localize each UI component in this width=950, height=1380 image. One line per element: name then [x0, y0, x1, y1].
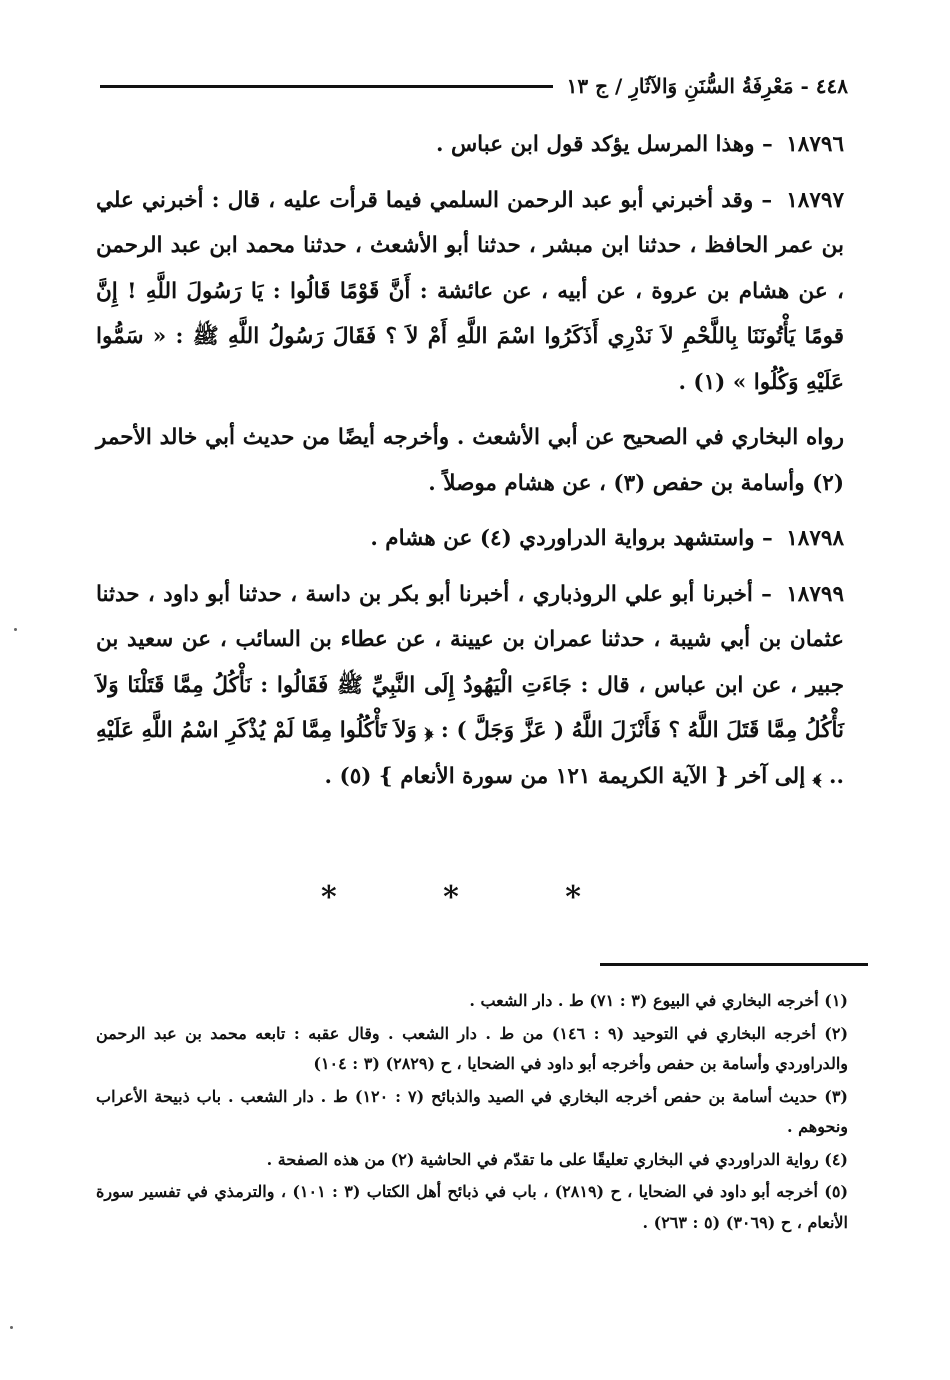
hadith-number: ١٨٧٩٩ [786, 581, 844, 607]
header-title: ٤٤٨ - مَعْرِفَةُ السُّنَنِ وَالآثَارِ / ج ١٣ [566, 74, 848, 98]
paragraph-text: رواه البخاري في الصحيح عن أبي الأشعث . وأخرجه أيضًا من حديث أبي خالد الأحمر (٢) وأسامة بن حفص (٣) ، عن هشام موصلاً . [96, 425, 844, 496]
paragraph-18796 [96, 122, 844, 168]
paragraph-18797 [96, 178, 844, 406]
paragraph-text: – واستشهد برواية الدراوردي (٤) عن هشام . [370, 526, 773, 551]
footnote-4: (٤) رواية الدراوردي في البخاري تعليقًا على ما تقدّم في الحاشية (٢) من هذه الصفحة . [266, 1149, 848, 1169]
footnotes [96, 986, 848, 1240]
paragraph-text: – أخبرنا أبو علي الروذباري ، أخبرنا أبو بكر بن داسة ، حدثنا أبو داود ، حدثنا عثمان بن أبي شيبة ، حدثنا عمران بن عيينة ، عن عطاء بن السائب ، عن سعيد بن جبير ، عن ابن عباس ، قال : جَاءَتِ الْيَهُودُ إِلَى النَّبِيِّ ﷺ فَقَالُوا : نَأْكُلُ مِمَّا قَتَلْنَا وَلاَ نَأْكُلُ مِمَّا قَتَلَ اللَّهُ ؟ فَأَنْزَلَ اللَّهُ ( عَزَّ وَجَلَّ ) : ﴿ وَلاَ تَأْكُلُوا مِمَّا لَمْ يُذْكَرِ اسْمُ اللَّهِ عَلَيْهِ .. ﴾ إلى آخر { الآية الكريمة ١٢١ من سورة الأنعام } (٥) . [96, 581, 844, 789]
footnote-rule [600, 963, 868, 966]
header-rule [100, 85, 553, 88]
paragraph-18799 [96, 572, 844, 800]
footnote-2: (٢) أخرجه البخاري في التوحيد (٩ : ١٤٦) من ط . دار الشعب . وقال عقبه : تابعه محمد بن عبد الرحمن والدراوردي وأسامة بن حفص وأخرجه أبو داود في الضحايا ، ح (٢٨٢٩) (٣ : ١٠٤) [96, 1023, 849, 1073]
hadith-number: ١٨٧٩٨ [786, 526, 844, 551]
paragraph-text: – وقد أخبرني أبو عبد الرحمن السلمي فيما قرأت عليه ، قال : أخبرني علي بن عمر الحافظ ، حدثنا ابن مبشر ، حدثنا أبو الأشعث ، حدثنا محمد ابن عبد الرحمن ، عن هشام بن عروة ، عن أبيه ، عن عائشة : أَنَّ قَوْمًا قَالُوا : يَا رَسُولَ اللَّهِ ! إِنَّ قومًا يَأْتُونَنَا بِاللَّحْمِ لاَ نَدْرِي أَذَكَرُوا اسْمَ اللَّهِ أَمْ لاَ ؟ فَقَالَ رَسُولُ اللَّهِ ﷺ : « سَمُّوا عَلَيْهِ وَكُلُوا » (١) . [96, 187, 844, 395]
hadith-number: ١٨٧٩٧ [786, 187, 844, 213]
paragraph-commentary [96, 415, 844, 506]
main-text [96, 122, 844, 809]
footnote-1: (١) أخرجه البخاري في البيوع (٣ : ٧١) ط . دار الشعب . [469, 991, 848, 1010]
section-separator: * * * [321, 880, 629, 915]
scan-speck [10, 1326, 13, 1329]
footnote-5: (٥) أخرجه أبو داود في الضحايا ، ح (٢٨١٩) ، باب في ذبائح أهل الكتاب (٣ : ١٠١) ، والترمذي في تفسير سورة الأنعام ، ح (٣٠٦٩) (٥ : ٢٦٣) . [96, 1182, 849, 1232]
scan-speck [14, 628, 17, 631]
footnote-3: (٣) حديث أسامة بن حفص أخرجه البخاري في الصيد والذبائح (٧ : ١٢٠) ط . دار الشعب . باب ذبيحة الأعراب ونحوهم . [96, 1086, 848, 1136]
running-header [100, 66, 848, 106]
paragraph-text: – وهذا المرسل يؤكد قول ابن عباس . [435, 132, 773, 157]
paragraph-18798 [96, 516, 844, 562]
hadith-number: ١٨٧٩٦ [786, 132, 844, 157]
